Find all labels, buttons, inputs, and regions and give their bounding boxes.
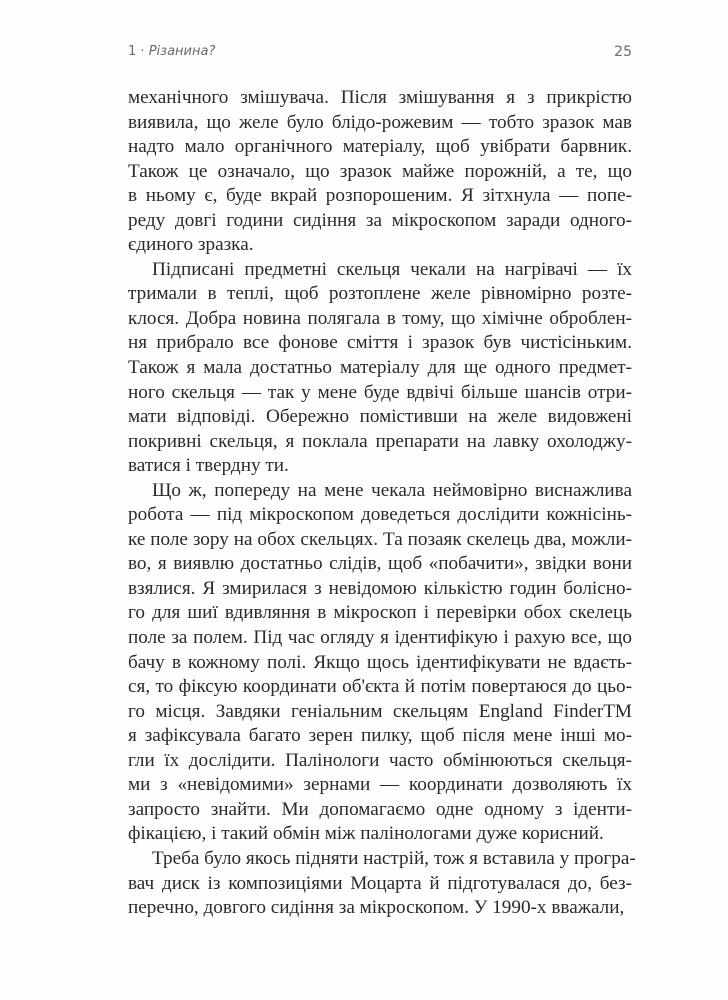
text-line: Що ж, попереду на мене чекала неймовірно виснажлива: [152, 479, 632, 501]
text-line: в ньому є, буде вкрай розпорошеним. Я зітхнула — попе-: [128, 185, 632, 207]
running-head: [128, 44, 632, 64]
text-line: бачу в кожному полі. Якщо щось ідентифікувати не вдаєть-: [128, 651, 632, 673]
text-line: Також це означало, що зразок майже порожній, а те, що: [128, 160, 632, 182]
chapter-number: 1: [128, 44, 137, 59]
paragraph: [128, 86, 632, 258]
text-line: вач диск із композиціями Моцарта й підготувалася до, без-: [128, 872, 632, 894]
text-line: єдиного зразка.: [128, 234, 254, 256]
text-line: ного скельця — так у мене буде вдвічі більше шансів отри-: [128, 381, 632, 403]
text-line: покривні скельця, я поклала препарати на лавку охолоджу-: [128, 430, 632, 452]
paragraph: [128, 479, 632, 847]
text-line: ке поле зору на обох скельцях. Та позаяк скелець два, можли-: [128, 528, 632, 550]
text-line: запросто знайти. Ми допомагаємо одне одному з іденти-: [128, 798, 632, 820]
text-line: я зафіксувала багато зерен пилку, щоб після мене інші мо-: [128, 725, 632, 747]
text-line: Треба було якось підняти настрій, тож я вставила у програ-: [152, 847, 636, 869]
text-line: механічного змішувача. Після змішування я з прикрістю: [128, 87, 632, 108]
text-line: фікацією, і такий обмін між палінологами дуже корисний.: [128, 823, 604, 845]
text-line: Підписані предметні скельця чекали на нагрівачі — їх: [152, 258, 632, 280]
text-line: во, я виявлю достатньо слідів, щоб «побачити», звідки вони: [128, 553, 632, 575]
text-line: го місця. Завдяки геніальним скельцям England FinderTM: [128, 700, 632, 722]
text-line: го для шиї вдивляння в мікроскоп і перевірки обох скелець: [128, 602, 632, 624]
text-line: мати відповіді. Обережно помістивши на желе видовжені: [128, 406, 632, 428]
paragraph: [128, 847, 636, 921]
text-line: ня прибрало все фонове сміття і зразок був чистісіньким.: [128, 332, 632, 354]
text-line: перечно, довгого сидіння за мікроскопом. У 1990-х вважали,: [128, 897, 625, 919]
body-text: [128, 86, 636, 921]
text-line: ми з «невідомими» зернами — координати дозволяють їх: [128, 774, 632, 796]
text-line: робота — під мікроскопом доведеться дослідити кожнісінь-: [128, 504, 632, 526]
text-line: поле за полем. Під час огляду я ідентифікую і рахую все, що: [128, 627, 632, 649]
paragraph: [128, 258, 632, 479]
text-line: клося. Добра новина полягала в тому, що хімічне оброблен-: [128, 307, 632, 329]
text-line: ся, то фіксую координати об'єкта й потім повертаюся до цьо-: [128, 676, 632, 698]
text-line: тримали в теплі, щоб розтоплене желе рівномірно розте-: [128, 283, 632, 305]
text-line: Також я мала достатньо матеріалу для ще одного предмет-: [128, 357, 632, 379]
text-line: надто мало органічного матеріалу, щоб увібрати барвник.: [128, 136, 632, 158]
text-line: виявила, що желе було блідо-рожевим — тобто зразок мав: [128, 111, 632, 133]
text-line: взялися. Я змирилася з невідомою кількістю годин болісно-: [128, 577, 632, 599]
text-line: ватися і твердну ти.: [128, 455, 289, 477]
text-line: гли їх дослідити. Палінологи часто обмінюються скельця-: [128, 749, 632, 771]
chapter-title: Різанина?: [148, 44, 216, 59]
chapter-heading: [128, 44, 215, 59]
page-number: 25: [614, 44, 632, 60]
text-line: реду довгі години сидіння за мікроскопом заради одного-: [128, 209, 632, 231]
separator: ·: [140, 44, 145, 59]
